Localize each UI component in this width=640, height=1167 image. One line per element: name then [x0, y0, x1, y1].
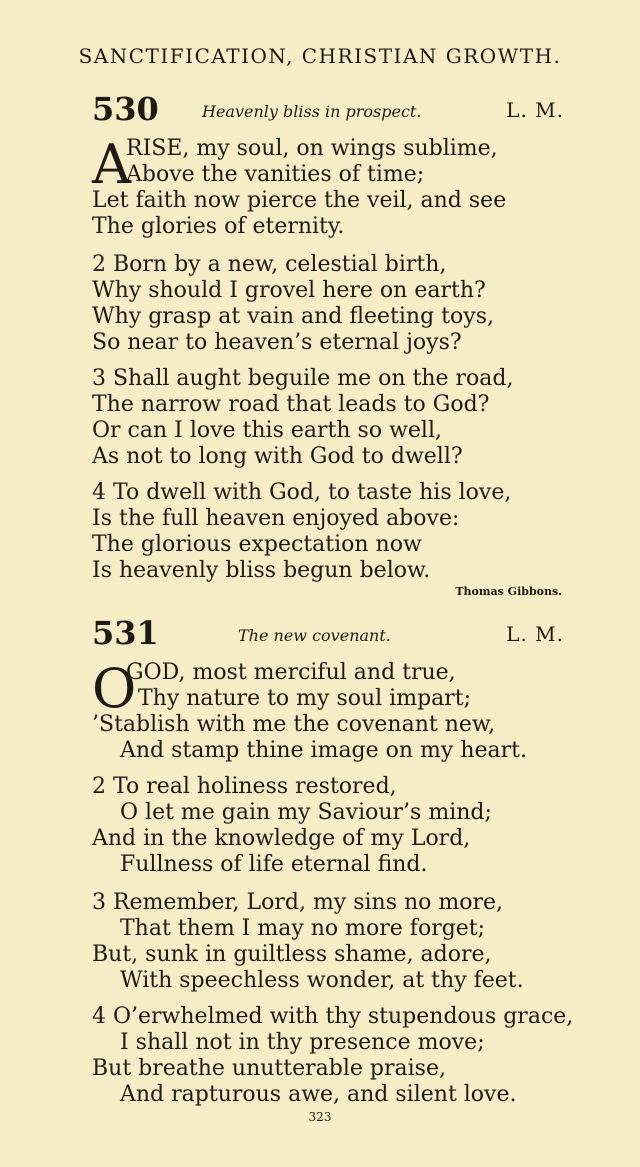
verse-line: ’Stablish with me the covenant new,	[92, 712, 496, 737]
verse-line: Or can I love this earth so well,	[92, 418, 442, 443]
verse-line: But breathe unutterable praise,	[92, 1056, 446, 1081]
verse-line: With speechless wonder, at thy feet.	[120, 968, 524, 993]
hymn-meter: L. M.	[506, 98, 564, 122]
verse-line: As not to long with God to dwell?	[92, 444, 463, 469]
stanza	[92, 366, 592, 470]
verse-line: Let faith now pierce the veil, and see	[92, 188, 507, 213]
hymn-title: The new covenant.	[238, 626, 391, 645]
page-number: 323	[308, 1110, 332, 1124]
hymn-header	[92, 614, 564, 654]
verse-line: So near to heaven’s eternal joys?	[92, 330, 462, 355]
stanza	[92, 890, 592, 994]
verse-line: I shall not in thy presence move;	[120, 1030, 485, 1055]
hymn-number: 530	[92, 90, 159, 128]
stanza	[92, 657, 592, 764]
verse-line: 2 To real holiness restored,	[92, 774, 397, 799]
verse-line: That them I may no more forget;	[120, 916, 486, 941]
verse-line: 3 Remember, Lord, my sins no more,	[92, 890, 504, 915]
verse-line: The glorious expectation now	[92, 532, 422, 557]
verse-line: Why should I grovel here on earth?	[92, 278, 486, 303]
verse-line: Fullness of life eternal find.	[120, 852, 428, 877]
drop-cap: A	[92, 133, 131, 196]
verse-line: O let me gain my Saviour’s mind;	[120, 800, 492, 825]
verse-line: And in the knowledge of my Lord,	[92, 826, 471, 851]
verse-line: The narrow road that leads to God?	[92, 392, 490, 417]
verse-line: And stamp thine image on my heart.	[120, 738, 527, 763]
verse-line: And rapturous awe, and silent love.	[120, 1082, 517, 1107]
stanza	[92, 480, 592, 584]
verse-line: The glories of eternity.	[92, 214, 345, 239]
verse-line: 4 O’erwhelmed with thy stupendous grace,	[92, 1004, 574, 1029]
stanza	[92, 1004, 592, 1108]
verse-line: 2 Born by a new, celestial birth,	[92, 252, 447, 277]
verse-line: RISE, my soul, on wings sublime,	[126, 136, 498, 161]
hymn-attribution: Thomas Gibbons.	[455, 585, 562, 598]
stanza	[92, 133, 592, 240]
verse-line: Is heavenly bliss begun below.	[92, 558, 431, 583]
verse-line: Thy nature to my soul impart;	[138, 686, 472, 711]
stanza	[92, 774, 592, 878]
hymn-header	[92, 90, 564, 130]
running-head: SANCTIFICATION, CHRISTIAN GROWTH.	[78, 44, 562, 68]
verse-line: 4 To dwell with God, to taste his love,	[92, 480, 512, 505]
hymn-number: 531	[92, 614, 159, 652]
verse-line: But, sunk in guiltless shame, adore,	[92, 942, 492, 967]
verse-line: Is the full heaven enjoyed above:	[92, 506, 460, 531]
stanza	[92, 252, 592, 356]
verse-line: Why grasp at vain and fleeting toys,	[92, 304, 494, 329]
verse-line: GOD, most merciful and true,	[126, 660, 456, 685]
hymn-meter: L. M.	[506, 622, 564, 646]
drop-cap: O	[92, 657, 137, 720]
verse-line: 3 Shall aught beguile me on the road,	[92, 366, 514, 391]
hymn-title: Heavenly bliss in prospect.	[202, 102, 422, 121]
verse-line: Above the vanities of time;	[126, 162, 425, 187]
